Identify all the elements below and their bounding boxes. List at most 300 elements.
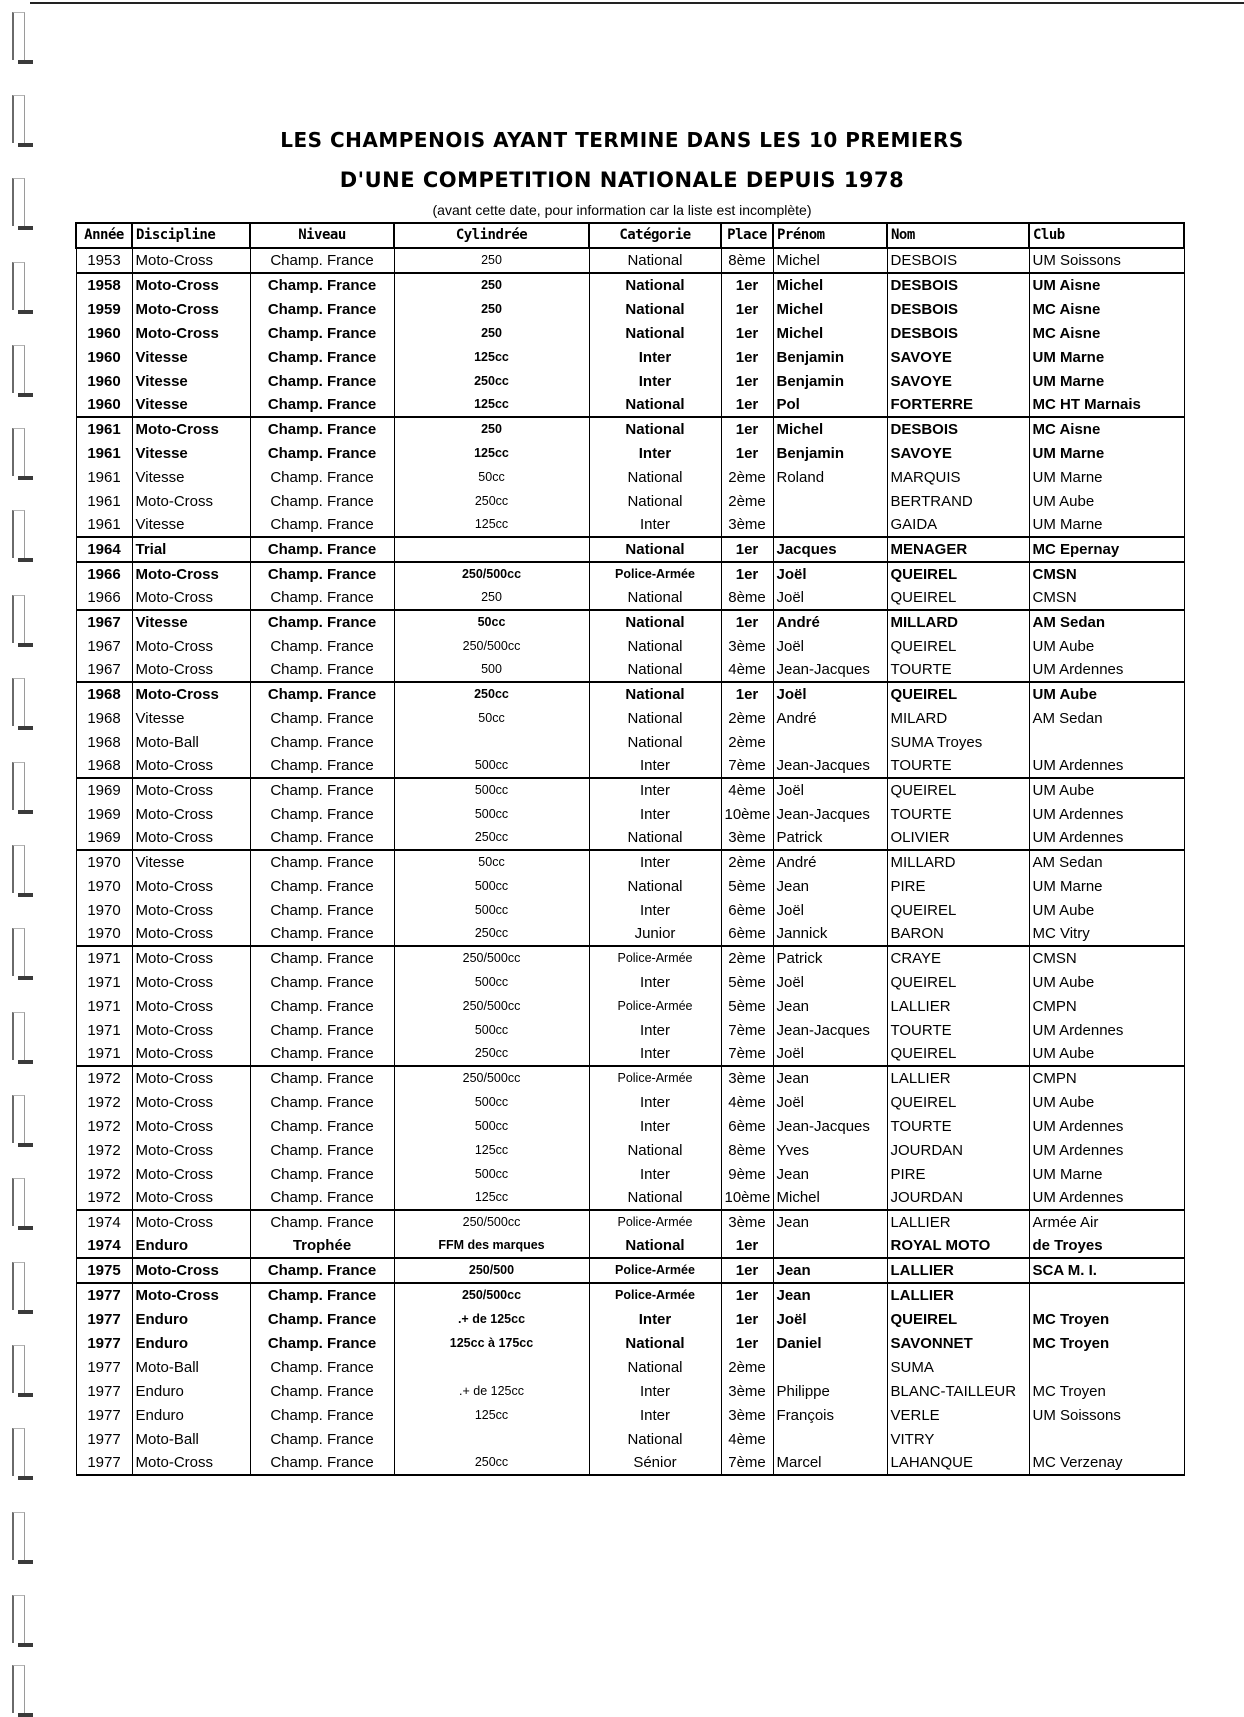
cell-discipline: Moto-Cross bbox=[132, 1090, 250, 1114]
cell-annee: 1970 bbox=[76, 874, 132, 898]
cell-discipline: Enduro bbox=[132, 1331, 250, 1355]
cell-club: UM Marne bbox=[1029, 345, 1184, 369]
cell-annee: 1977 bbox=[76, 1355, 132, 1379]
cell-prenom: Jean-Jacques bbox=[773, 1018, 887, 1042]
cell-nom: DESBOIS bbox=[887, 417, 1029, 441]
cell-club: MC Verzenay bbox=[1029, 1451, 1184, 1475]
table-row bbox=[76, 850, 1184, 874]
cell-categorie: National bbox=[589, 826, 721, 850]
cell-place: 6ème bbox=[721, 922, 773, 946]
cell-club: UM Ardennes bbox=[1029, 1018, 1184, 1042]
cell-place: 1er bbox=[721, 441, 773, 465]
cell-place: 7ème bbox=[721, 754, 773, 778]
cell-categorie: Police-Armée bbox=[589, 1066, 721, 1090]
cell-discipline: Vitesse bbox=[132, 850, 250, 874]
cell-categorie: Junior bbox=[589, 922, 721, 946]
cell-categorie: National bbox=[589, 730, 721, 754]
cell-annee: 1960 bbox=[76, 345, 132, 369]
cell-place: 2ème bbox=[721, 850, 773, 874]
cell-prenom: Jean-Jacques bbox=[773, 802, 887, 826]
cell-prenom: Benjamin bbox=[773, 345, 887, 369]
cell-nom: LALLIER bbox=[887, 1258, 1029, 1283]
cell-prenom: Joël bbox=[773, 1090, 887, 1114]
cell-categorie: Inter bbox=[589, 1042, 721, 1066]
cell-annee: 1960 bbox=[76, 369, 132, 393]
cell-prenom: Michel bbox=[773, 297, 887, 321]
cell-discipline: Moto-Cross bbox=[132, 417, 250, 441]
cell-categorie: National bbox=[589, 1234, 721, 1258]
cell-annee: 1961 bbox=[76, 489, 132, 513]
cell-categorie: Police-Armée bbox=[589, 1258, 721, 1283]
cell-prenom bbox=[773, 1234, 887, 1258]
header-niveau: Niveau bbox=[250, 223, 394, 248]
header-place: Place bbox=[721, 223, 773, 248]
cell-cylindree: 50cc bbox=[394, 706, 589, 730]
cell-prenom: Jean bbox=[773, 1283, 887, 1307]
table-row bbox=[76, 369, 1184, 393]
cell-niveau: Champ. France bbox=[250, 754, 394, 778]
cell-club: MC HT Marnais bbox=[1029, 393, 1184, 417]
cell-nom: MILLARD bbox=[887, 850, 1029, 874]
cell-annee: 1961 bbox=[76, 441, 132, 465]
cell-nom: QUEIREL bbox=[887, 562, 1029, 586]
cell-categorie: National bbox=[589, 393, 721, 417]
table-row bbox=[76, 586, 1184, 610]
cell-categorie: Police-Armée bbox=[589, 562, 721, 586]
table-row bbox=[76, 1042, 1184, 1066]
cell-nom: TOURTE bbox=[887, 658, 1029, 682]
table-row bbox=[76, 1451, 1184, 1475]
table-row bbox=[76, 802, 1184, 826]
cell-club: UM Aube bbox=[1029, 489, 1184, 513]
cell-annee: 1974 bbox=[76, 1234, 132, 1258]
cell-niveau: Champ. France bbox=[250, 1258, 394, 1283]
cell-niveau: Champ. France bbox=[250, 946, 394, 970]
cell-discipline: Vitesse bbox=[132, 513, 250, 537]
cell-annee: 1969 bbox=[76, 778, 132, 802]
table-row bbox=[76, 562, 1184, 586]
cell-discipline: Moto-Cross bbox=[132, 321, 250, 345]
cell-discipline: Vitesse bbox=[132, 441, 250, 465]
cell-annee: 1967 bbox=[76, 634, 132, 658]
cell-cylindree: 250cc bbox=[394, 369, 589, 393]
cell-discipline: Moto-Cross bbox=[132, 1283, 250, 1307]
cell-club: UM Marne bbox=[1029, 874, 1184, 898]
cell-prenom: Pol bbox=[773, 393, 887, 417]
cell-categorie: National bbox=[589, 1186, 721, 1210]
table-row bbox=[76, 297, 1184, 321]
cell-categorie: Inter bbox=[589, 1018, 721, 1042]
cell-annee: 1977 bbox=[76, 1331, 132, 1355]
cell-categorie: Police-Armée bbox=[589, 1283, 721, 1307]
cell-annee: 1967 bbox=[76, 610, 132, 634]
cell-discipline: Enduro bbox=[132, 1379, 250, 1403]
cell-prenom: Joël bbox=[773, 1042, 887, 1066]
cell-annee: 1968 bbox=[76, 754, 132, 778]
cell-place: 2ème bbox=[721, 730, 773, 754]
cell-discipline: Moto-Cross bbox=[132, 1018, 250, 1042]
table-row bbox=[76, 1234, 1184, 1258]
cell-nom: GAIDA bbox=[887, 513, 1029, 537]
cell-annee: 1977 bbox=[76, 1403, 132, 1427]
cell-club bbox=[1029, 730, 1184, 754]
table-row bbox=[76, 321, 1184, 345]
cell-prenom bbox=[773, 730, 887, 754]
cell-categorie: National bbox=[589, 248, 721, 273]
cell-nom: PIRE bbox=[887, 1162, 1029, 1186]
cell-prenom: Roland bbox=[773, 465, 887, 489]
binder-hole bbox=[12, 428, 25, 476]
cell-prenom: André bbox=[773, 850, 887, 874]
cell-categorie: National bbox=[589, 273, 721, 297]
cell-annee: 1972 bbox=[76, 1186, 132, 1210]
cell-club: MC Troyen bbox=[1029, 1331, 1184, 1355]
cell-club: CMSN bbox=[1029, 562, 1184, 586]
cell-niveau: Champ. France bbox=[250, 1210, 394, 1234]
cell-nom: QUEIREL bbox=[887, 778, 1029, 802]
header-categorie: Catégorie bbox=[589, 223, 721, 248]
cell-discipline: Enduro bbox=[132, 1307, 250, 1331]
cell-niveau: Champ. France bbox=[250, 513, 394, 537]
cell-annee: 1972 bbox=[76, 1066, 132, 1090]
cell-annee: 1977 bbox=[76, 1307, 132, 1331]
cell-nom: BERTRAND bbox=[887, 489, 1029, 513]
cell-discipline: Moto-Cross bbox=[132, 1066, 250, 1090]
table-row bbox=[76, 898, 1184, 922]
cell-niveau: Champ. France bbox=[250, 610, 394, 634]
cell-annee: 1977 bbox=[76, 1427, 132, 1451]
cell-prenom bbox=[773, 489, 887, 513]
cell-club: UM Aube bbox=[1029, 1090, 1184, 1114]
cell-cylindree: 250cc bbox=[394, 1042, 589, 1066]
cell-place: 8ème bbox=[721, 248, 773, 273]
cell-nom: TOURTE bbox=[887, 802, 1029, 826]
cell-prenom: Marcel bbox=[773, 1451, 887, 1475]
cell-place: 4ème bbox=[721, 658, 773, 682]
cell-nom: QUEIREL bbox=[887, 682, 1029, 706]
cell-prenom: Jannick bbox=[773, 922, 887, 946]
cell-categorie: Inter bbox=[589, 970, 721, 994]
cell-club: CMSN bbox=[1029, 946, 1184, 970]
cell-place: 1er bbox=[721, 273, 773, 297]
binder-holes bbox=[0, 0, 40, 1714]
table-row bbox=[76, 417, 1184, 441]
binder-hole bbox=[12, 510, 25, 558]
cell-niveau: Champ. France bbox=[250, 970, 394, 994]
cell-niveau: Champ. France bbox=[250, 850, 394, 874]
cell-nom: BLANC-TAILLEUR bbox=[887, 1379, 1029, 1403]
cell-niveau: Champ. France bbox=[250, 778, 394, 802]
cell-niveau: Champ. France bbox=[250, 1186, 394, 1210]
cell-cylindree bbox=[394, 1427, 589, 1451]
cell-nom: VERLE bbox=[887, 1403, 1029, 1427]
cell-club: UM Marne bbox=[1029, 369, 1184, 393]
cell-discipline: Vitesse bbox=[132, 706, 250, 730]
title-note: (avant cette date, pour information car la liste est incomplète) bbox=[432, 202, 812, 218]
table-row bbox=[76, 922, 1184, 946]
binder-hole bbox=[12, 595, 25, 643]
cell-cylindree: 250 bbox=[394, 273, 589, 297]
table-row bbox=[76, 1355, 1184, 1379]
cell-annee: 1970 bbox=[76, 922, 132, 946]
cell-annee: 1974 bbox=[76, 1210, 132, 1234]
table-row bbox=[76, 537, 1184, 562]
cell-prenom: Patrick bbox=[773, 946, 887, 970]
cell-club: UM Soissons bbox=[1029, 1403, 1184, 1427]
binder-hole bbox=[12, 1595, 25, 1643]
cell-cylindree: 250/500 bbox=[394, 1258, 589, 1283]
cell-prenom: Joël bbox=[773, 682, 887, 706]
table-header-row bbox=[76, 223, 1184, 248]
cell-cylindree: 250/500cc bbox=[394, 562, 589, 586]
header-prenom: Prénom bbox=[773, 223, 887, 248]
cell-prenom bbox=[773, 1355, 887, 1379]
cell-nom: LALLIER bbox=[887, 994, 1029, 1018]
cell-categorie: National bbox=[589, 417, 721, 441]
table-row bbox=[76, 682, 1184, 706]
cell-prenom: Benjamin bbox=[773, 441, 887, 465]
cell-categorie: Sénior bbox=[589, 1451, 721, 1475]
binder-hole bbox=[12, 12, 25, 60]
cell-discipline: Moto-Cross bbox=[132, 658, 250, 682]
cell-cylindree: 125cc bbox=[394, 345, 589, 369]
cell-discipline: Vitesse bbox=[132, 369, 250, 393]
cell-nom: LALLIER bbox=[887, 1066, 1029, 1090]
cell-niveau: Champ. France bbox=[250, 1451, 394, 1475]
cell-niveau: Champ. France bbox=[250, 393, 394, 417]
cell-place: 7ème bbox=[721, 1018, 773, 1042]
cell-nom: SUMA Troyes bbox=[887, 730, 1029, 754]
cell-nom: SAVOYE bbox=[887, 441, 1029, 465]
cell-discipline: Enduro bbox=[132, 1403, 250, 1427]
cell-nom: QUEIREL bbox=[887, 970, 1029, 994]
cell-prenom: Joël bbox=[773, 898, 887, 922]
cell-club: MC Epernay bbox=[1029, 537, 1184, 562]
binder-hole bbox=[12, 1178, 25, 1226]
cell-club: UM Aube bbox=[1029, 634, 1184, 658]
cell-discipline: Moto-Cross bbox=[132, 634, 250, 658]
cell-niveau: Champ. France bbox=[250, 826, 394, 850]
cell-place: 2ème bbox=[721, 465, 773, 489]
cell-nom: DESBOIS bbox=[887, 297, 1029, 321]
cell-place: 1er bbox=[721, 537, 773, 562]
cell-club: UM Ardennes bbox=[1029, 826, 1184, 850]
cell-club: UM Marne bbox=[1029, 513, 1184, 537]
cell-place: 1er bbox=[721, 417, 773, 441]
table-row bbox=[76, 754, 1184, 778]
cell-categorie: National bbox=[589, 586, 721, 610]
cell-club bbox=[1029, 1427, 1184, 1451]
cell-cylindree: 250 bbox=[394, 321, 589, 345]
cell-cylindree: 250/500cc bbox=[394, 1283, 589, 1307]
cell-club: UM Ardennes bbox=[1029, 1114, 1184, 1138]
cell-club: MC Aisne bbox=[1029, 297, 1184, 321]
cell-place: 2ème bbox=[721, 946, 773, 970]
cell-place: 8ème bbox=[721, 1138, 773, 1162]
binder-hole bbox=[12, 1428, 25, 1476]
table-row bbox=[76, 441, 1184, 465]
cell-prenom: Michel bbox=[773, 417, 887, 441]
cell-cylindree: 125cc bbox=[394, 513, 589, 537]
binder-hole bbox=[12, 928, 25, 976]
cell-discipline: Moto-Cross bbox=[132, 1451, 250, 1475]
binder-hole bbox=[12, 1345, 25, 1393]
cell-annee: 1969 bbox=[76, 826, 132, 850]
cell-prenom: Michel bbox=[773, 321, 887, 345]
cell-prenom: Joël bbox=[773, 778, 887, 802]
cell-nom: CRAYE bbox=[887, 946, 1029, 970]
cell-categorie: National bbox=[589, 1331, 721, 1355]
cell-nom: JOURDAN bbox=[887, 1138, 1029, 1162]
cell-place: 5ème bbox=[721, 970, 773, 994]
cell-place: 7ème bbox=[721, 1451, 773, 1475]
cell-categorie: National bbox=[589, 634, 721, 658]
cell-place: 5ème bbox=[721, 874, 773, 898]
cell-prenom: Patrick bbox=[773, 826, 887, 850]
cell-cylindree: 500cc bbox=[394, 754, 589, 778]
cell-prenom: Jean bbox=[773, 1210, 887, 1234]
cell-club: MC Aisne bbox=[1029, 417, 1184, 441]
cell-annee: 1960 bbox=[76, 321, 132, 345]
cell-club: UM Ardennes bbox=[1029, 1186, 1184, 1210]
cell-categorie: National bbox=[589, 1138, 721, 1162]
header-discipline: Discipline bbox=[132, 223, 250, 248]
cell-place: 4ème bbox=[721, 1090, 773, 1114]
cell-cylindree: 500cc bbox=[394, 898, 589, 922]
cell-discipline: Moto-Cross bbox=[132, 946, 250, 970]
cell-niveau: Champ. France bbox=[250, 248, 394, 273]
cell-annee: 1970 bbox=[76, 898, 132, 922]
cell-nom: MILLARD bbox=[887, 610, 1029, 634]
cell-categorie: National bbox=[589, 658, 721, 682]
cell-niveau: Champ. France bbox=[250, 1162, 394, 1186]
cell-nom: FORTERRE bbox=[887, 393, 1029, 417]
cell-club: MC Troyen bbox=[1029, 1379, 1184, 1403]
cell-prenom: Jean bbox=[773, 994, 887, 1018]
header-club: Club bbox=[1029, 223, 1184, 248]
cell-discipline: Moto-Cross bbox=[132, 778, 250, 802]
cell-prenom: Jean-Jacques bbox=[773, 754, 887, 778]
table-row bbox=[76, 826, 1184, 850]
top-rule bbox=[30, 2, 1244, 4]
cell-discipline: Moto-Ball bbox=[132, 1427, 250, 1451]
cell-place: 3ème bbox=[721, 634, 773, 658]
cell-discipline: Vitesse bbox=[132, 465, 250, 489]
cell-place: 1er bbox=[721, 321, 773, 345]
cell-niveau: Champ. France bbox=[250, 802, 394, 826]
cell-club: CMPN bbox=[1029, 994, 1184, 1018]
table-row bbox=[76, 1258, 1184, 1283]
cell-prenom: Michel bbox=[773, 248, 887, 273]
cell-cylindree: 500cc bbox=[394, 1162, 589, 1186]
table-row bbox=[76, 393, 1184, 417]
cell-categorie: Inter bbox=[589, 1090, 721, 1114]
cell-cylindree: 250cc bbox=[394, 922, 589, 946]
binder-hole bbox=[12, 845, 25, 893]
cell-nom: ROYAL MOTO bbox=[887, 1234, 1029, 1258]
cell-annee: 1975 bbox=[76, 1258, 132, 1283]
cell-annee: 1971 bbox=[76, 1018, 132, 1042]
cell-club: AM Sedan bbox=[1029, 706, 1184, 730]
cell-cylindree: 250cc bbox=[394, 682, 589, 706]
cell-discipline: Trial bbox=[132, 537, 250, 562]
table-row bbox=[76, 273, 1184, 297]
table-row bbox=[76, 1379, 1184, 1403]
cell-niveau: Champ. France bbox=[250, 537, 394, 562]
cell-niveau: Champ. France bbox=[250, 1355, 394, 1379]
cell-annee: 1977 bbox=[76, 1451, 132, 1475]
cell-nom: DESBOIS bbox=[887, 248, 1029, 273]
cell-categorie: Inter bbox=[589, 1114, 721, 1138]
cell-place: 2ème bbox=[721, 489, 773, 513]
cell-nom: MILARD bbox=[887, 706, 1029, 730]
cell-categorie: National bbox=[589, 297, 721, 321]
cell-annee: 1966 bbox=[76, 562, 132, 586]
table-row bbox=[76, 1331, 1184, 1355]
table-row bbox=[76, 946, 1184, 970]
cell-niveau: Champ. France bbox=[250, 682, 394, 706]
cell-categorie: Inter bbox=[589, 1162, 721, 1186]
cell-club: UM Aube bbox=[1029, 1042, 1184, 1066]
cell-annee: 1953 bbox=[76, 248, 132, 273]
cell-discipline: Vitesse bbox=[132, 610, 250, 634]
cell-club bbox=[1029, 1283, 1184, 1307]
cell-cylindree: 250cc bbox=[394, 1451, 589, 1475]
cell-categorie: Inter bbox=[589, 369, 721, 393]
cell-place: 6ème bbox=[721, 1114, 773, 1138]
table-row bbox=[76, 489, 1184, 513]
cell-discipline: Moto-Cross bbox=[132, 1258, 250, 1283]
cell-nom: LAHANQUE bbox=[887, 1451, 1029, 1475]
cell-prenom: André bbox=[773, 610, 887, 634]
cell-categorie: National bbox=[589, 610, 721, 634]
cell-categorie: Police-Armée bbox=[589, 1210, 721, 1234]
cell-nom: LALLIER bbox=[887, 1283, 1029, 1307]
cell-club: CMPN bbox=[1029, 1066, 1184, 1090]
cell-cylindree bbox=[394, 1355, 589, 1379]
cell-niveau: Champ. France bbox=[250, 586, 394, 610]
cell-place: 1er bbox=[721, 1283, 773, 1307]
cell-cylindree: 250/500cc bbox=[394, 1066, 589, 1090]
cell-nom: SUMA bbox=[887, 1355, 1029, 1379]
cell-prenom: Jacques bbox=[773, 537, 887, 562]
cell-discipline: Moto-Cross bbox=[132, 826, 250, 850]
table-row bbox=[76, 730, 1184, 754]
cell-place: 1er bbox=[721, 610, 773, 634]
cell-prenom: Daniel bbox=[773, 1331, 887, 1355]
cell-club: UM Marne bbox=[1029, 441, 1184, 465]
cell-place: 7ème bbox=[721, 1042, 773, 1066]
cell-discipline: Vitesse bbox=[132, 393, 250, 417]
table-row bbox=[76, 778, 1184, 802]
cell-place: 2ème bbox=[721, 706, 773, 730]
cell-cylindree: 250 bbox=[394, 417, 589, 441]
cell-cylindree: 500cc bbox=[394, 874, 589, 898]
cell-prenom: Jean-Jacques bbox=[773, 658, 887, 682]
cell-nom: QUEIREL bbox=[887, 1307, 1029, 1331]
cell-discipline: Moto-Cross bbox=[132, 562, 250, 586]
cell-cylindree: 250/500cc bbox=[394, 946, 589, 970]
cell-club: Armée Air bbox=[1029, 1210, 1184, 1234]
cell-cylindree: 500cc bbox=[394, 1018, 589, 1042]
cell-discipline: Moto-Cross bbox=[132, 1210, 250, 1234]
cell-annee: 1972 bbox=[76, 1138, 132, 1162]
cell-annee: 1967 bbox=[76, 658, 132, 682]
cell-categorie: Inter bbox=[589, 1379, 721, 1403]
cell-categorie: Inter bbox=[589, 850, 721, 874]
cell-cylindree: 250 bbox=[394, 297, 589, 321]
table-row bbox=[76, 970, 1184, 994]
